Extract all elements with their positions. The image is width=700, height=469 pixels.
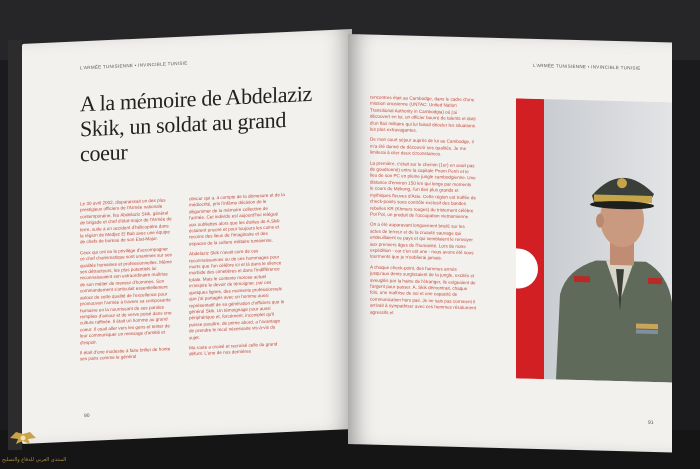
left-column-1	[80, 197, 172, 367]
paragraph: Le 30 avril 2002, disparaissait un des plus prestigieux officiers de l'Armée nationale contemporaine, feu Abdelaziz Skik, général de brigade et chef d'état-major de l'Armée de terre, suite à un accident d'hélicoptère dans la région de Medjez El Bab avec une équipe de chefs de bureau de son Etat-Major.	[80, 197, 172, 245]
running-head-left: L'ARMÉE TUNISIENNE • INVINCIBLE TUNISIE	[80, 60, 188, 71]
paragraph: rencontres était au Cambodge, dans le cadre d'une mission onusienne (UNTAC: United Nation Transitional Authority in Cambodgia) où j'ai découvert en lui, un officier bourré de talents et doté d'un flair militaire qui lui faisait déceler les situations les plus extravagantes.	[370, 94, 476, 133]
book-cover-edge	[8, 40, 22, 450]
left-column-2	[189, 192, 285, 362]
running-head-right: L'ARMÉE TUNISIENNE • INVINCIBLE TUNISIE	[533, 62, 641, 71]
right-page	[348, 34, 672, 452]
paragraph: obscur qui a, à compte de la démesure et de la médiocrité, pris l'infâme décision de le dégommer de la mémoire collective de l'armée. Cet individu est aujourd'hui relégué aux oubliettes alors que les étoiles de A.Skik éclairent encore et pour toujours les coins et recoins des lieux de l'imaginaire et des espaces de la culture militaire tunisienne.	[189, 192, 285, 247]
paragraph: Ceux qui ont eu le privilège d'accompagner ce chef charismatique sont unanimes sur ses qualités humaines et professionnelles. Même ses détracteurs, les plus potentiels lui reconnaissaient son extraordinaire maîtrise de son métier de meneur d'hommes. Son commandement s'articulait essentiellement autour de cette qualité de l'excellence pour promouvoir l'armée à travers sa composante humaine en la nourrissant de ses paroles remplies d'amour et de verve puisé dans une culture raffinée. Il était un homme au grand coeur. Il osait aller vers les gens et tenter de leur communiquer un message d'amitié et d'espoir.	[80, 246, 172, 345]
paragraph: De mon court séjour auprès de lui au Cambodge, il m'a été donné de découvrir ses qualités. Je me limiterai à citer deux circonstances.	[370, 137, 474, 157]
page-number-left: 90	[84, 412, 90, 420]
paragraph: Il était d'une modestie à faire briller de honte ses pairs comme le général	[80, 346, 171, 362]
paragraph: Ma route a croisé et recroisé celle du grand défunt. L'une de nos dernières	[189, 341, 278, 357]
right-column	[370, 95, 476, 323]
officer-figure	[516, 98, 672, 382]
paragraph: La première, c'était sur le chemin (1er) en avait pas de goudronné) entre la capitale Pnom Penh et le lieu de son PC en pleine jungle cambodgienne. Une distance d'environ 150 km qui longe par moments le cours du Mékong, l'un des plus grands et mythiques fleuves d'Asie. Cette région est truffée de check-points sous contrôle exclusif des bandes rebelles KR (Khmers rouges) du tristement célèbre Pol Pot, un produit de l'occupation vietnamienne.	[370, 160, 476, 220]
general-portrait-photo	[516, 98, 672, 382]
left-page	[22, 29, 352, 444]
forum-eagle-logo	[6, 430, 40, 452]
paragraph: Abdelaziz Skik n'avait cure de ces reconnaissances ou de ces hommages pour morts que l'on célèbre ici et là dans le silence morbide des cimetières et dans l'indifférence totale. Mais le contexte morose actuel m'inspire le devoir de témoigner, par ces quelques lignes, des moments professionnels que j'ai partagés avec un homme aussi représentatif de sa génération d'officiers que le général Skik. Un témoignage pour aussi périphérique et, forcément, incomplet qu'il puisse paraître, de prime abord, a l'avantage de prendre le recul nécessaire vis-à-vis du sujet.	[189, 248, 285, 340]
paragraph: A chaque check-point, des hommes armés jusqu'aux dents surgissaient de la jungle, excités et aveuglés par la haine de l'étranger, ils exigeaient de l'argent pour passer. A. Skik démontrait, chaque fois, une maîtrise de soi et une capacité de communication hors pair. Je ne sais pas comment il arrivait à sympathiser avec ces hommes résolument agressifs et	[370, 264, 476, 315]
paragraph: On a été auparavant longuement briefé sur les actes de terreur et de la cruauté sauvage qui endeuillaient ce pays et qui semblaient le renvoyer aux premiers âges de l'humanité. Lors de notre expédition - car c'en est une - nous avons été sous tourments que je n'oublierai jamais.	[370, 221, 474, 261]
page-number-right: 91	[648, 419, 654, 427]
article-title: A la mémoire de Abdelaziz Skik, un soldat au grand coeur	[80, 80, 312, 167]
forum-watermark: المنتدى العربي للدفاع والتسليح	[2, 457, 67, 463]
